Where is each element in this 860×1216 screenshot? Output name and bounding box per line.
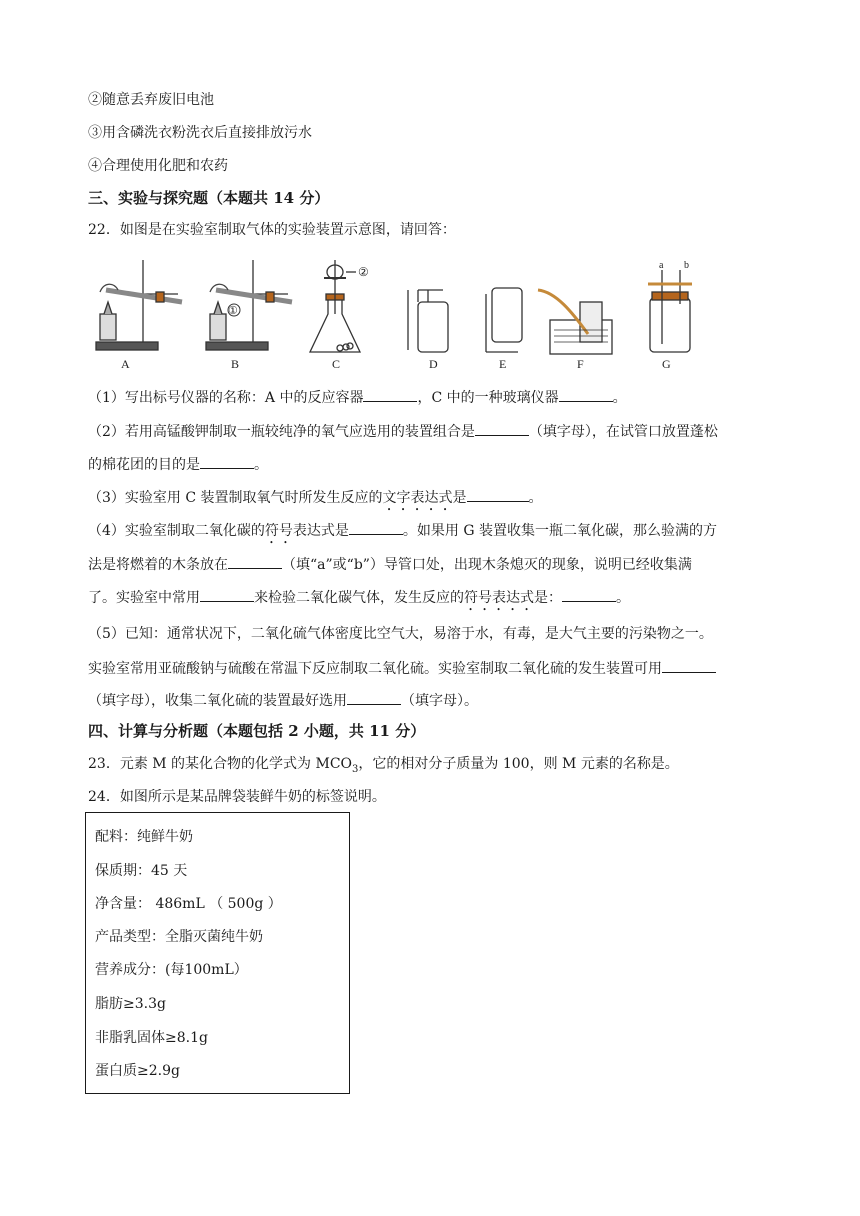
q22-part-2-cont: 的棉花团的目的是 。: [88, 454, 268, 475]
apparatus-g: [648, 270, 692, 352]
q22-part-2: （2）若用高锰酸钾制取一瓶较纯净的氧气应选用的装置组合是 （填字母），在试管口放置蓬松: [88, 421, 718, 442]
question-24: 24．如图所示是某品牌袋装鲜牛奶的标签说明。: [88, 789, 386, 805]
answer-blank: [347, 690, 401, 705]
label-tube-b: b: [684, 260, 689, 271]
answer-blank: [349, 520, 403, 535]
apparatus-c: [310, 260, 360, 352]
milk-label-line: 非脂乳固体≥8.1g: [95, 1030, 208, 1046]
apparatus-f: [538, 290, 612, 354]
apparatus-d: [408, 290, 448, 352]
milk-label-line: 净含量： 486mL （ 500g ）: [95, 896, 282, 912]
answer-blank: [200, 587, 254, 602]
answer-blank: [559, 387, 613, 402]
marker-2: ②: [358, 265, 369, 279]
item-3: ③用含磷洗衣粉洗衣后直接排放污水: [88, 125, 312, 141]
label-a: A: [121, 357, 130, 371]
milk-label-box: [85, 812, 350, 1094]
q22-part-4: （4）实验室制取二氧化碳的符号表达式是 。如果用 G 装置收集一瓶二氧化碳，那么验满的方: [88, 520, 717, 547]
milk-label-line: 保质期：45 天: [95, 863, 188, 879]
apparatus-a: [96, 260, 182, 350]
label-d: D: [429, 357, 438, 371]
label-c: C: [332, 357, 341, 371]
q22-part-5: （5）已知：通常状况下，二氧化硫气体密度比空气大，易溶于水，有毒，是大气主要的污染物之一。: [88, 626, 713, 642]
q22-part-5-cont2: （填字母），收集二氧化硫的装置最好选用 （填字母）。: [88, 690, 478, 711]
apparatus-e: [486, 288, 522, 352]
label-e: E: [499, 357, 507, 371]
answer-blank: [662, 658, 716, 673]
q22-part-4-cont2: 了。实验室中常用 来检验二氧化碳气体，发生反应的符号表达式是： 。: [88, 587, 630, 614]
milk-label-line: 脂肪≥3.3g: [95, 996, 166, 1012]
answer-blank: [467, 487, 529, 502]
apparatus-b: [206, 260, 292, 350]
q22-part-5-cont: 实验室常用亚硫酸钠与硫酸在常温下反应制取二氧化硫。实验室制取二氧化硫的发生装置可用: [88, 658, 716, 679]
answer-blank: [228, 554, 282, 569]
label-g: G: [662, 357, 671, 371]
marker-1: ①: [228, 305, 238, 317]
label-b: B: [231, 357, 240, 371]
milk-label-line: 配料：纯鲜牛奶: [95, 829, 193, 845]
q22-part-1: （1）写出标号仪器的名称：A 中的反应容器 ，C 中的一种玻璃仪器 。: [88, 387, 627, 408]
answer-blank: [363, 387, 417, 402]
answer-blank: [200, 454, 254, 469]
answer-blank: [475, 421, 529, 436]
q22-part-3: （3）实验室用 C 装置制取氧气时所发生反应的文字表达式是 。: [88, 487, 543, 514]
label-tube-a: a: [659, 260, 664, 271]
item-4: ④合理使用化肥和农药: [88, 158, 228, 174]
lab-apparatus-figure: [88, 254, 708, 374]
milk-label-line: 蛋白质≥2.9g: [95, 1063, 180, 1079]
milk-label-line: 产品类型：全脂灭菌纯牛奶: [95, 929, 263, 945]
section-4-heading: 四、计算与分析题（本题包括 2 小题，共 11 分）: [88, 722, 426, 740]
question-23: 23．元素 M 的某化合物的化学式为 $MCO_3$，它的相对分子质量为 100，则 M 元素的名称是。: [88, 756, 679, 775]
q22-part-4-cont: 法是将燃着的木条放在 （填“a”或“b”）导管口处，出现木条熄灭的现象，说明已经收集满: [88, 554, 692, 575]
answer-blank: [562, 587, 616, 602]
label-f: F: [577, 357, 584, 371]
question-22-intro: 22．如图是在实验室制取气体的实验装置示意图，请回答：: [88, 222, 456, 238]
milk-label-line: 营养成分：(每100mL）: [95, 962, 248, 978]
item-2: ②随意丢弃废旧电池: [88, 92, 214, 108]
section-3-heading: 三、实验与探究题（本题共 14 分）: [88, 189, 330, 207]
